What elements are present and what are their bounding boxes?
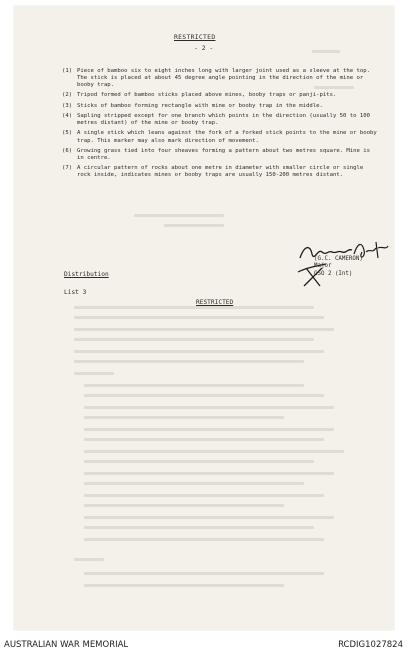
distribution-list: List 3 bbox=[64, 289, 87, 296]
document-page bbox=[14, 6, 394, 630]
item-number: (1) bbox=[62, 68, 73, 74]
item-text: A single stick which leans against the fork of a forked stick points to the mine or booby trap. This marker may also mark direction of movement. bbox=[77, 130, 377, 144]
list-item bbox=[62, 148, 380, 162]
item-text: Piece of bamboo six to eight inches long with larger joint used as a sleeve at the top. The stick is placed at about 45 degree angle pointing in the direction of the mine or booby trap. bbox=[77, 68, 370, 89]
item-number: (3) bbox=[62, 102, 73, 109]
item-number: (5) bbox=[62, 130, 73, 137]
item-number: (4) bbox=[62, 113, 73, 120]
classification-footer: RESTRICTED bbox=[196, 299, 234, 306]
list-item bbox=[62, 113, 380, 127]
signatory-rank: Major bbox=[314, 263, 332, 270]
signatory-name: (G.C. CAMERON) bbox=[314, 256, 363, 262]
item-number: (2) bbox=[62, 92, 73, 99]
item-text: Sapling stripped except for one branch which points in the direction (usually 50 to 100 metres distant) of the mine or booby trap. bbox=[77, 113, 370, 127]
list-item bbox=[62, 92, 380, 99]
list-item bbox=[62, 165, 380, 179]
archive-reference: RCDIG1027824 bbox=[338, 640, 403, 650]
classification-header: RESTRICTED bbox=[174, 33, 216, 41]
item-text: Tripod formed of bamboo sticks placed above mines, booby traps or panji-pits. bbox=[77, 92, 337, 99]
list-item bbox=[62, 68, 380, 89]
list-item bbox=[62, 130, 380, 144]
item-text: Growing grass tied into four sheaves forming a pattern about two metres square. Mine is in centre. bbox=[77, 147, 370, 161]
item-number: (7) bbox=[62, 165, 73, 172]
marker-list bbox=[62, 68, 380, 183]
item-number: (6) bbox=[62, 147, 73, 154]
signatory-appointment: GSO 2 (Int) bbox=[314, 270, 353, 277]
list-item bbox=[62, 103, 380, 110]
page-number: - 2 - bbox=[194, 44, 214, 52]
archive-institution: AUSTRALIAN WAR MEMORIAL bbox=[4, 640, 129, 650]
item-text: A circular pattern of rocks about one metre in diameter with smaller circle or single rock inside, indicates mines or booby traps are usually 150-200 metres distant. bbox=[77, 165, 364, 179]
item-text: Sticks of bamboo forming rectangle with mine or booby trap in the middle. bbox=[77, 102, 323, 109]
signatory-block bbox=[314, 256, 363, 278]
distribution-heading: Distribution bbox=[64, 271, 109, 278]
